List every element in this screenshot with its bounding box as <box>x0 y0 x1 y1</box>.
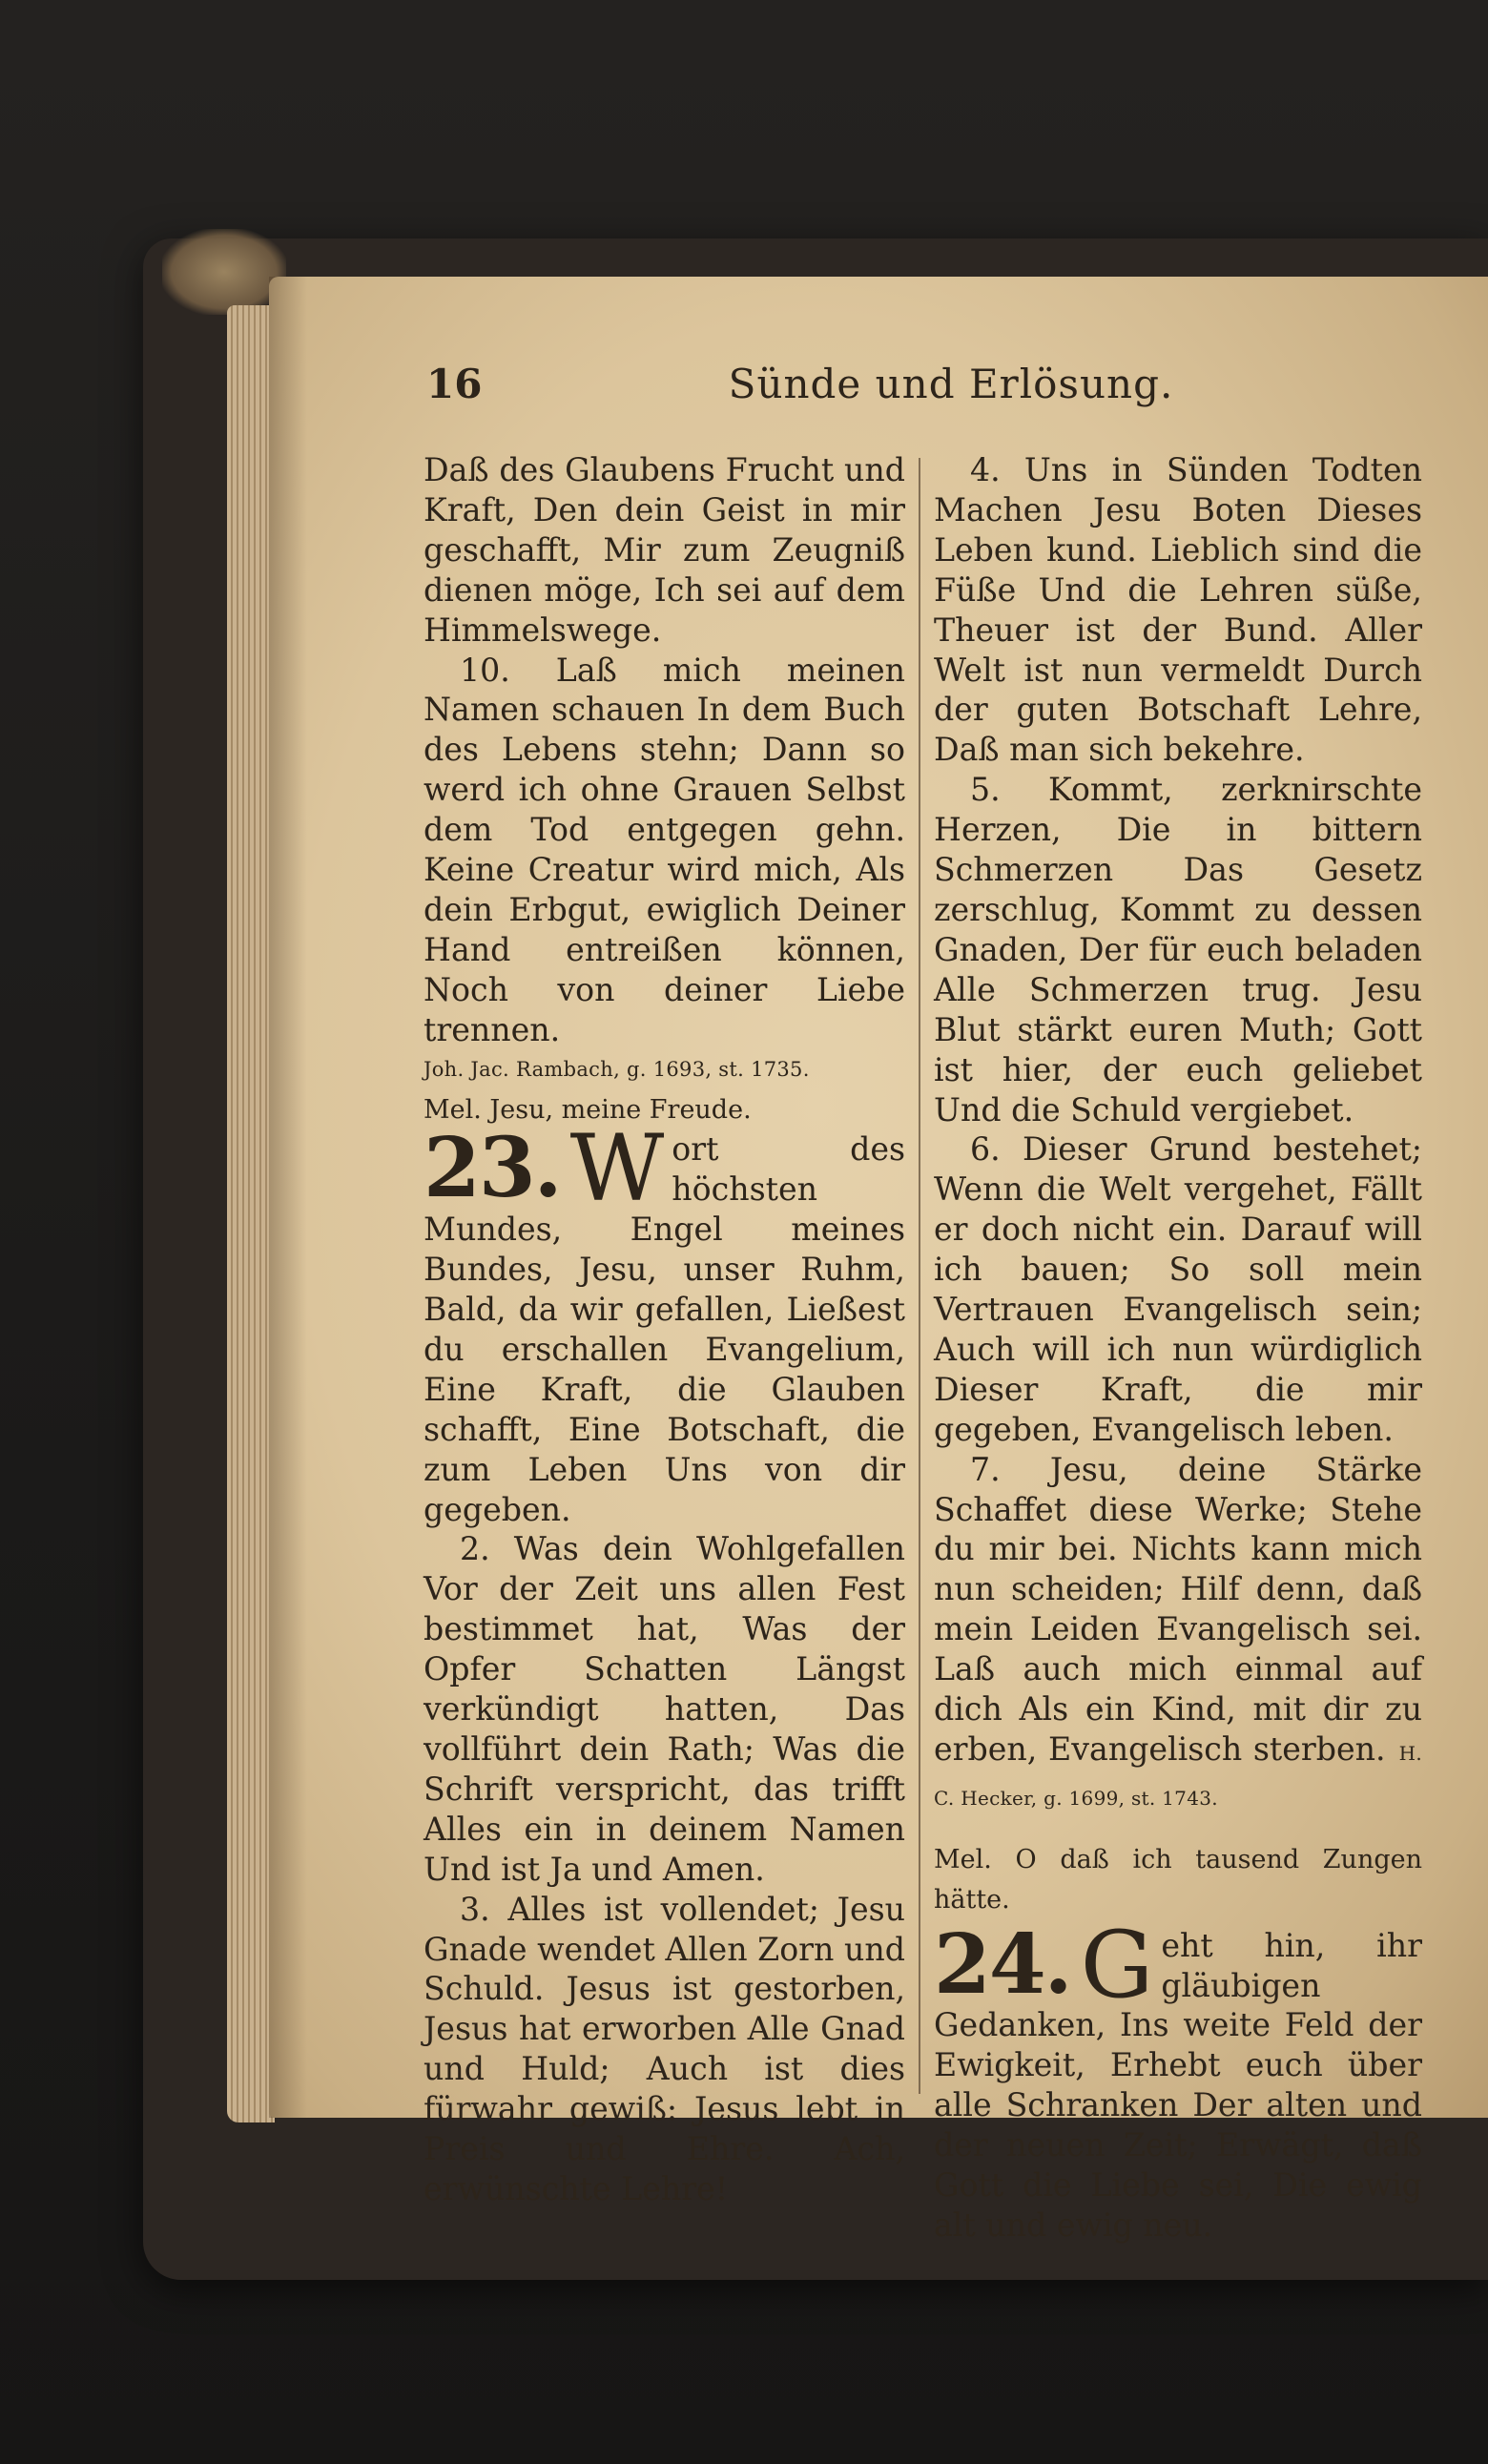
hymn-23-verse-1: ort des höchsten Mundes, Engel meines Bundes, Jesu, unser Ruhm, Bald, da wir gefallen, Ließest du erschallen Evangelium, Eine Kraft, die Glauben schafft, Eine Botschaft, die zum Leben Uns von dir gegeben. <box>424 1130 905 1528</box>
page-number: 16 <box>426 361 483 407</box>
hymn-23-verse-6: 6. Dieser Grund bestehet; Wenn die Welt vergehet, Fällt er doch nicht ein. Darauf will ich bauen; So soll mein Vertrauen Evangelisch sein; Auch will ich nun würdiglich Dieser Kraft, die mir gegeben, Evangelisch leben. <box>934 1130 1422 1448</box>
worn-spine-corner <box>162 229 286 315</box>
drop-cap-initial: G <box>1080 1911 1154 2019</box>
melody-line: Mel. Jesu, meine Freude. <box>424 1094 752 1125</box>
column-divider <box>919 458 920 2094</box>
page-header <box>426 361 1418 418</box>
hymn-number: 23. <box>424 1120 561 1217</box>
hymn-23-verse-4: 4. Uns in Sünden Todten Machen Jesu Boten Dieses Leben kund. Lieblich sind die Füße Und die Lehren süße, Theuer ist der Bund. Aller Welt ist nun vermeldt Durch der guten Botschaft Lehre, Daß man sich bekehre. <box>934 451 1422 769</box>
verse-continuation: Daß des Glaubens Frucht und Kraft, Den dein Geist in mir geschafft, Mir zum Zeugniß dienen möge, Ich sei auf dem Himmelswege. <box>424 451 905 649</box>
author-attribution: H. C. Hecker, g. 1699, st. 1743. <box>934 1742 1422 1810</box>
running-title: Sünde und Erlösung. <box>728 361 1174 407</box>
hymn-23-start <box>424 1115 905 1529</box>
hymn-23-verse-2: 2. Was dein Wohlgefallen Vor der Zeit uns allen Fest bestimmet hat, Was der Opfer Schatten Längst verkündigt hatten, Das vollführt dein Rath; Was die Schrift verspricht, das trifft Alles ein in deinem Namen Und ist Ja und Amen. <box>424 1530 905 1888</box>
hymn-23-verse-3: 3. Alles ist vollendet; Jesu Gnade wendet Allen Zorn und Schuld. Jesus ist gestorben, Jesus hat erworben Alle Gnad und Huld; Auch ist dies fürwahr gewiß: Jesus lebt in Preis und Ehre. Ach, erwünschte Lehre! <box>424 1890 905 2207</box>
page-edges <box>227 305 275 2122</box>
book-page <box>269 277 1488 2244</box>
hymn-23-verse-7-text: 7. Jesu, deine Stärke Schaffet diese Werke; Stehe du mir bei. Nichts kann mich nun scheiden; Hilf denn, daß mein Leiden Evangelisch sei. Laß auch mich einmal auf dich Als ein Kind, mit dir zu erben, Evangelisch sterben. <box>934 1450 1422 1768</box>
melody-line: Mel. O daß ich tausend Zungen hätte. <box>934 1844 1422 1915</box>
right-column <box>934 450 1422 2246</box>
hymn-24-verse-1: eht hin, ihr gläubigen Gedanken, Ins weite Feld der Ewigkeit, Erhebt euch über alle Schranken Der alten und der neuen Zeit; Erwägt, daß Gott die Liebe sei, Die ewig alt und ewig neu. <box>934 1926 1422 2244</box>
hymn-24-start <box>934 1911 1422 2246</box>
left-column <box>424 450 905 2209</box>
gutter-shadow <box>269 277 307 2118</box>
author-attribution: Joh. Jac. Rambach, g. 1693, st. 1735. <box>424 1057 810 1081</box>
hymn-number: 24. <box>934 1915 1071 2013</box>
drop-cap-initial: W <box>569 1115 665 1223</box>
verse-10: 10. Laß mich meinen Namen schauen In dem Buch des Lebens stehn; Dann so werd ich ohne Grauen Selbst dem Tod entgegen gehn. Keine Creatur wird mich, Als dein Erbgut, ewiglich Deiner Hand entreißen können, Noch von deiner Liebe trennen. <box>424 651 905 1048</box>
hymn-23-verse-7 <box>934 1450 1422 1819</box>
hymn-23-verse-5: 5. Kommt, zerknirschte Herzen, Die in bittern Schmerzen Das Gesetz zerschlug, Kommt zu dessen Gnaden, Der für euch beladen Alle Schmerzen trug. Jesu Blut stärkt euren Muth; Gott ist hier, der euch geliebet Und die Schuld vergiebet. <box>934 771 1422 1128</box>
